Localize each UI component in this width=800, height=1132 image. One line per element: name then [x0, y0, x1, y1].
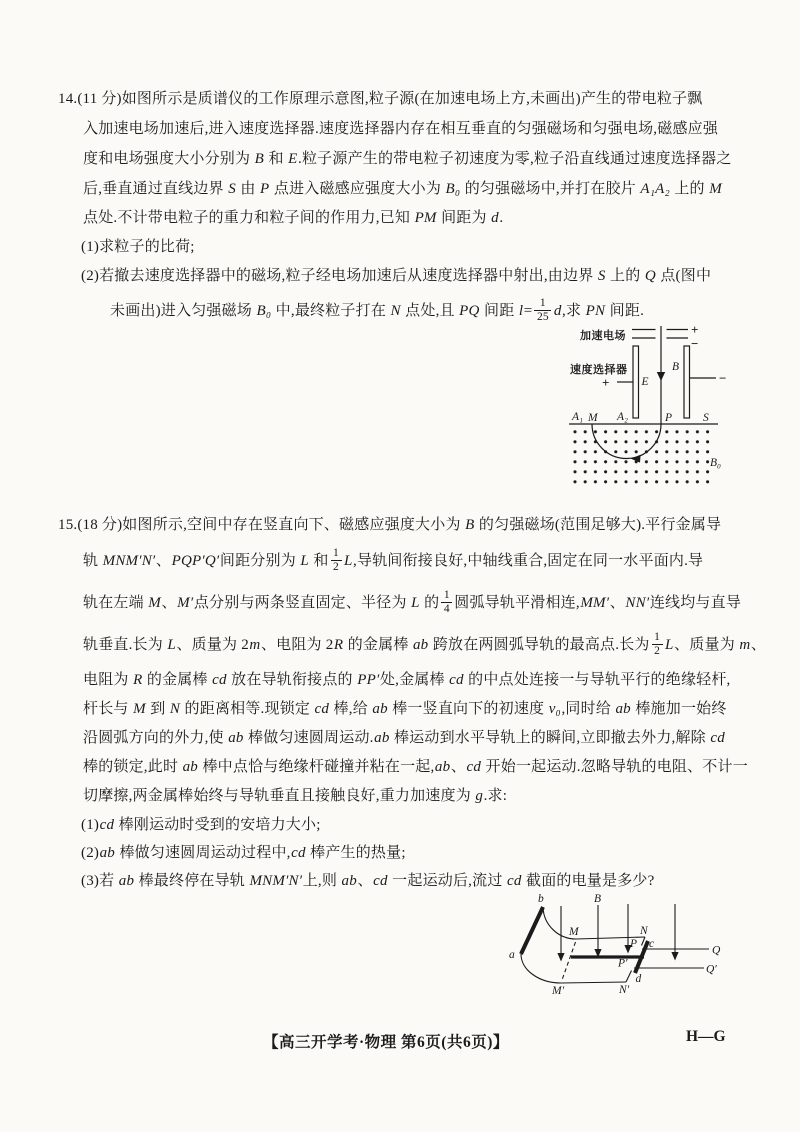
text-line: 轨垂直.长为 L、质量为 2m、电阻为 2R 的金属棒 ab 跨放在两圆弧导轨的最高点.长为 $\frac{1}{2}$ L、质量为 m、 [83, 630, 767, 658]
text-line: 切摩擦,两金属棒始终与导轨垂直且接触良好,重力加速度为 g.求: [83, 788, 508, 804]
text-line: 后,垂直通过直线边界 S 由 P 点进入磁感应强度大小为 B₀ 的匀强磁场中,并打在胶片 A₁A₂ 上的 M [83, 181, 722, 197]
label-P: P [665, 412, 673, 424]
problem-14 [58, 84, 800, 331]
text-line: 轨 MNM′N′、PQP′Q′间距分别为 L 和 $\frac{1}{2}$ L,导轨间衔接良好,中轴线重合,固定在同一水平面内.导 [83, 546, 704, 574]
text-line: (2)ab 棒做匀速圆周运动过程中,cd 棒产生的热量; [81, 845, 406, 861]
label-P-prime: P′ [618, 957, 628, 970]
text-line: 沿圆弧方向的外力,使 ab 棒做匀速圆周运动.ab 棒运动到水平导轨上的瞬间,立即撤去外力,解除 cd [83, 730, 725, 746]
plus-sign-top: + [691, 322, 699, 337]
label-A2: A₂ [617, 411, 629, 423]
label-E: E [641, 376, 649, 388]
label-M: M [569, 926, 579, 938]
problem-14-figure [540, 316, 745, 489]
field-arrowhead-4 [671, 952, 678, 961]
text-line: 点处.不计带电粒子的重力和粒子间的作用力,已知 PM 间距为 d. [83, 210, 504, 226]
label-Q: Q [712, 944, 721, 957]
label-N-prime: N′ [619, 984, 630, 996]
text-line: 度和电场强度大小分别为 B 和 E.粒子源产生的带电粒子初速度为零,粒子沿直线通过速度选择器之 [83, 151, 732, 167]
problem-15-text [58, 510, 800, 895]
text-line: 轨在左端 M、M′点分别与两条竖直固定、半径为 L 的 $\frac{1}{4}$ 圆弧导轨平滑相连,MM′、NN′连线均与直导 [83, 588, 742, 616]
footer-code: H—G [686, 1028, 726, 1045]
text-line: 未画出)进入匀强磁场 B₀ 中,最终粒子打在 N 点处,且 PQ 间距 l= $\frac{1}{25}$ d,求 PN 间距. [110, 296, 645, 324]
chinese-labels [570, 328, 628, 376]
label-b: b [538, 893, 544, 905]
minus-sign-right: − [719, 370, 727, 386]
label-a: a [509, 949, 515, 961]
text-line: (1)求粒子的比荷; [81, 239, 195, 255]
dashed-M-M-prime [562, 942, 576, 980]
text-line: 棒的锁定,此时 ab 棒中点恰与绝缘杆碰撞并粘在一起,ab、cd 开始一起运动.忽略导轨的电阻、不计一 [83, 759, 748, 775]
minus-sign-top: − [691, 336, 699, 351]
rod-ab [521, 907, 543, 954]
beam-arrowhead [657, 372, 665, 381]
problem-14-text [58, 84, 800, 331]
mass-spectrometer-diagram [540, 316, 745, 484]
rail-M-prime-N-prime [561, 982, 626, 983]
label-Q-prime: Q′ [706, 963, 717, 976]
junction-N-prime-P-prime [626, 971, 632, 983]
text-line: 入加速电场加速后,进入速度选择器.速度选择器内存在相互垂直的匀强磁场和匀强电场,磁感应强 [83, 121, 719, 137]
problem-15 [58, 510, 800, 895]
text-line: 15.(18 分)如图所示,空间中存在竖直向下、磁感应强度大小为 B 的匀强磁场(范围足够大).平行金属导 [58, 517, 722, 533]
selector-left-plate [633, 346, 639, 418]
rails [521, 907, 709, 983]
text-line: 14.(11 分)如图所示是质谱仪的工作原理示意图,粒子源(在加速电场上方,未画出)产生的带电粒子飘 [58, 91, 703, 107]
near-quarter-arc [521, 954, 561, 983]
label-S: S [703, 412, 709, 424]
selector-right-plate [684, 346, 690, 418]
junction-N-P [642, 937, 646, 946]
footer-title: 【高三开学考·物理 第6页(共6页)】 [263, 1034, 509, 1051]
label-M: M [588, 412, 598, 424]
label-c: c [649, 938, 655, 950]
label-A1: A₁ [572, 411, 584, 423]
field-arrowhead-1 [557, 953, 564, 962]
field-out-dots-region [573, 429, 715, 484]
label-M-prime: M′ [552, 985, 565, 997]
text-line: (2)若撤去速度选择器中的磁场,粒子经电场加速后从速度选择器中射出,由边界 S 上的 Q 点(图中 [81, 268, 712, 284]
label-P: P [630, 938, 638, 950]
text-line: 杆长与 M 到 N 的距离相等.现锁定 cd 棒,给 ab 棒一竖直向下的初速度 v₀,同时给 ab 棒施加一始终 [83, 701, 727, 717]
acc-field-label: 加速电场 [580, 330, 626, 342]
problem-15-figure [498, 891, 746, 1021]
rail-circuit-diagram [498, 891, 746, 1016]
selector-label: 速度选择器 [570, 364, 628, 376]
label-B0: B₀ [710, 457, 722, 469]
rods [521, 907, 648, 973]
text-line: 电阻为 R 的金属棒 cd 放在导轨衔接点的 PP′处,金属棒 cd 的中点处连接一与导轨平行的绝缘轻杆, [83, 672, 731, 688]
text-line: (3)若 ab 棒最终停在导轨 MNM′N′上,则 ab、cd 一起运动后,流过 cd 截面的电量是多少? [81, 873, 655, 889]
label-B: B [594, 893, 602, 905]
plus-sign-left: + [602, 375, 610, 390]
label-d: d [635, 973, 642, 985]
label-B: B [672, 361, 680, 373]
page-footer [0, 1030, 800, 1056]
text-line: (1)cd 棒刚运动时受到的安培力大小; [81, 817, 321, 833]
label-N: N [640, 925, 648, 937]
